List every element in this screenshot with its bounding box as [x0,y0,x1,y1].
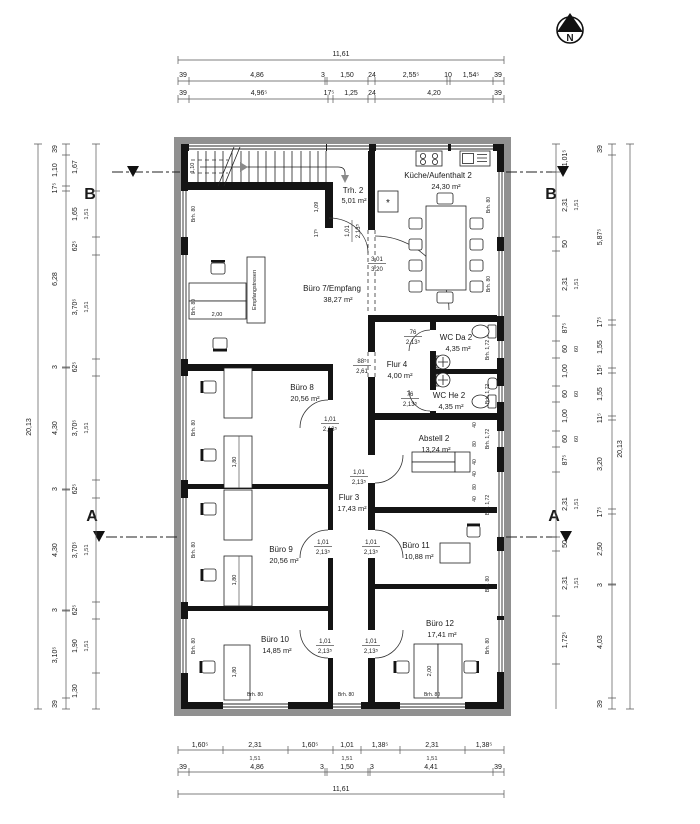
dim-sublabel: 60 [574,390,580,398]
room-area-flur3: 17,43 m² [337,504,367,513]
sill-label: Brh. 1,72 [485,494,491,516]
sill-label: Brh. 80 [485,637,491,655]
dim-label: 62⁵ [72,483,79,495]
section-label-b: B [84,186,96,203]
dim-label: 24 [368,90,376,97]
trh2-wall-dim2: 17⁵ [314,228,320,238]
desk-dim: 1,80 [232,456,238,468]
svg-text:2,13⁵: 2,13⁵ [315,550,331,556]
dim-label: 4,86 [250,72,264,79]
dim-label: 1,54⁵ [462,72,480,79]
svg-text:88⁵: 88⁵ [357,359,367,365]
svg-text:1,01: 1,01 [365,540,377,546]
dim-label: 39 [52,145,59,153]
room-name-wc-da2: WC Da 2 [439,333,473,342]
svg-text:1,01: 1,01 [319,639,331,645]
sill-label: Brh. 80 [191,419,197,437]
room-area-buero10: 14,85 m² [262,646,292,655]
shelf-dim: 80 [472,484,478,490]
dim-sublabel: 1,51 [574,278,580,290]
dim-label: 3 [52,608,59,612]
desk [440,543,470,563]
svg-text:1,01: 1,01 [345,225,351,237]
dim-label: 1,90 [72,639,79,653]
section-label-a: A [86,508,98,525]
stove-icon [416,151,442,166]
svg-text:1,01: 1,01 [324,417,336,423]
dim-label: 17⁵ [323,90,335,97]
room-name-abstell2: Abstell 2 [418,434,450,443]
dim-label: 1,01 [340,742,354,749]
section-label-b: B [545,186,557,203]
room-area-abstell2: 13,24 m² [421,445,451,454]
room-area-wc-da2: 4,35 m² [445,344,471,353]
dim-sublabel: 1,51 [249,756,261,762]
shelf-dim: 80 [472,441,478,447]
dim-label: 6,28 [52,272,59,286]
dim-label: 60 [562,345,569,353]
room-name-buero11: Büro 11 [402,541,430,550]
room-name-buero10: Büro 10 [260,635,290,644]
dim-label: 39 [179,72,187,79]
dim-sublabel: 1,51 [574,498,580,510]
dim-sublabel: 1,51 [84,422,90,434]
room-name-wc-he2: WC He 2 [432,391,466,400]
room-area-buero9: 20,56 m² [269,556,299,565]
chair [202,661,215,673]
desk-dim: 1,80 [232,666,238,678]
dim-label: 2,31 [248,742,262,749]
dim-label: 1,60⁵ [191,742,209,749]
dim-label: 1,01⁵ [562,149,569,167]
dim-label: 3 [321,72,325,79]
dim-label: 1,00 [562,409,569,423]
chair [203,569,216,581]
dining-table [426,206,466,290]
room-area-kueche: 24,30 m² [431,182,461,191]
sill-label: Brh. 80 [337,692,355,698]
dim-label: 4,20 [427,90,441,97]
chair-back [211,260,225,263]
svg-text:2,13⁵: 2,13⁵ [402,402,418,408]
dim-label: 11,61 [332,51,350,58]
chair [211,263,225,274]
svg-text:2,13⁵: 2,13⁵ [322,427,338,433]
dim-label: 4,03 [597,635,604,649]
room-name-buero12: Büro 12 [425,619,455,628]
dim-label: 3 [320,764,324,771]
desk [438,644,462,698]
svg-text:2,13⁵: 2,13⁵ [356,223,362,239]
room-area-buero11: 10,88 m² [404,552,434,561]
dim-label: 3 [370,764,374,771]
shelf-dim: 40 [472,459,478,465]
dim-label: 62⁵ [72,240,79,252]
dim-label: 1,67 [72,160,79,174]
dim-label: 62⁵ [72,604,79,616]
room-name-buero8: Büro 8 [290,383,314,392]
room-area-buero12: 17,41 m² [427,630,457,639]
dim-sublabel: 1,51 [341,756,353,762]
sill-label: Brh. 80 [486,196,492,214]
dim-sublabel: 1,51 [426,756,438,762]
dim-sublabel: 1,51 [84,544,90,556]
chair-back [200,661,203,673]
section-label-a: A [548,508,560,525]
dim-label: 2,50 [597,542,604,556]
dim-sublabel: 1,51 [574,199,580,211]
chair-back [477,661,480,673]
dim-label: 15⁵ [597,364,604,376]
dim-label: 11⁵ [597,412,604,424]
sill-label: Brh. 80 [246,692,264,698]
north-arrow-icon [557,13,583,44]
dim-sublabel: 1,51 [84,640,90,652]
desk [224,368,252,418]
dim-label: 3 [52,487,59,491]
chair-back [201,381,204,393]
dim-label: 1,10 [52,163,59,177]
chair [203,381,216,393]
room-area-buero7: 38,27 m² [323,295,353,304]
room-name-flur3: Flur 3 [338,493,360,502]
sill-label: Brh. 80 [191,541,197,559]
chair-back [467,524,480,527]
shaft-symbol: * [386,198,390,209]
shelf-dim: 40 [472,422,478,428]
shelf-dim: 40 [472,471,478,477]
stair-width-dim: 1,10 [190,162,196,174]
dim-label: 1,60⁵ [301,742,319,749]
dim-label: 3,70⁵ [72,419,79,437]
chair [396,661,409,673]
chair [203,503,216,515]
desk [224,556,252,606]
dim-label: 39 [179,764,187,771]
toilet-bowl-icon [472,325,489,338]
chair [437,292,453,303]
dim-label: 4,96⁵ [250,90,268,97]
dim-sublabel: 1,51 [84,301,90,313]
dim-label: 3,20 [597,457,604,471]
dim-sublabel: 1,51 [84,208,90,220]
dim-label: 3,70⁵ [72,541,79,559]
sill-label: Brh. 80 [191,637,197,655]
dims-top [178,51,504,103]
chair-back [394,661,397,673]
chair-back [201,449,204,461]
svg-text:76: 76 [409,330,417,336]
sill-label: Brh. 1,72 [485,428,491,450]
sill-label: Brh. 80 [423,692,441,698]
counter-label: Empfangstresen [252,269,258,311]
dim-label: 62⁵ [72,361,79,373]
room-area-trh2: 5,01 m² [341,196,367,205]
svg-text:2,13⁵: 2,13⁵ [363,550,379,556]
dims-bottom [178,742,504,798]
dim-label: 39 [494,72,502,79]
dim-label: 1,38⁵ [371,742,389,749]
dim-label: 17⁵ [597,506,604,518]
dim-label: 4,30 [52,543,59,557]
chair-back [201,503,204,515]
chair [437,193,453,204]
dim-label: 17⁵ [597,316,604,328]
dim-label: 39 [597,700,604,708]
dim-chain [178,56,504,103]
dim-chain [34,144,100,709]
dim-label: 2,31 [562,277,569,291]
svg-text:3,20: 3,20 [371,267,383,273]
sill-label: Brh. 1,72 [485,339,491,361]
sill-label: Brh. 80 [191,205,197,223]
dim-label: 60 [562,435,569,443]
desk [414,644,441,698]
chair-back [213,349,227,352]
dim-sublabel: 60 [574,345,580,353]
dim-label: 2,31 [425,742,439,749]
room-name-trh2: Trh. 2 [342,186,364,195]
dim-label: 11,61 [332,786,350,793]
svg-text:1,01: 1,01 [353,470,365,476]
room-area-buero8: 20,56 m² [290,394,320,403]
svg-text:1,01: 1,01 [317,540,329,546]
dim-label: 2,31 [562,497,569,511]
desk [224,490,252,540]
dims-left [26,144,100,709]
svg-text:2,13⁵: 2,13⁵ [351,480,367,486]
dim-label: 2,31 [562,198,569,212]
dim-label: 4,41 [424,764,438,771]
dim-label: 3 [52,365,59,369]
chair [467,526,480,537]
chair [464,661,477,673]
dims-right [552,144,634,709]
dim-label: 3,70⁵ [72,298,79,316]
dim-label: 1,55 [597,340,604,354]
dim-label: 1,65 [72,207,79,221]
north-label: N [566,33,574,44]
room-area-flur4: 4,00 m² [387,371,413,380]
dim-label: 20,13 [617,440,624,458]
dim-label: 10 [444,72,452,79]
room-name-flur4: Flur 4 [386,360,408,369]
sill-label: Brh. 80 [191,298,197,316]
svg-text:1,01: 1,01 [365,639,377,645]
trh2-wall-dim: 1,09 [314,201,320,213]
dim-label: 39 [52,700,59,708]
dim-label: 39 [494,764,502,771]
svg-text:2,13⁵: 2,13⁵ [405,340,421,346]
dim-label: 3,10⁵ [52,646,59,664]
svg-text:2,61: 2,61 [356,369,368,375]
dim-label: 3 [597,583,604,587]
dim-label: 1,00 [562,364,569,378]
desk [224,436,252,488]
dim-label: 1,38⁵ [475,742,493,749]
dim-label: 39 [494,90,502,97]
svg-text:3,01: 3,01 [371,257,383,263]
desk-dim: 2,00 [211,312,223,318]
dim-label: 4,86 [250,764,264,771]
dim-chain [552,144,634,709]
dim-label: 1,25 [344,90,358,97]
desk-dim: 1,80 [232,574,238,586]
dim-label: 1,50 [340,764,354,771]
room-area-wc-he2: 4,35 m² [438,402,464,411]
dim-label: 24 [368,72,376,79]
dim-label: 2,31 [562,576,569,590]
svg-text:76: 76 [406,392,414,398]
dim-label: 1,50 [340,72,354,79]
dim-label: 39 [597,145,604,153]
dim-label: 5,87⁵ [597,228,604,246]
dim-label: 4,30 [52,421,59,435]
dim-label: 50 [562,540,569,548]
dim-label: 2,55⁵ [402,72,420,79]
dim-sublabel: 60 [574,435,580,443]
svg-text:2,13⁵: 2,13⁵ [363,649,379,655]
dim-label: 1,55 [597,387,604,401]
sill-label: Brh. 1,72 [485,383,491,405]
sill-label: Brh. 80 [485,575,491,593]
chair [203,449,216,461]
chair-back [201,569,204,581]
dim-label: 17⁵ [52,182,59,194]
svg-text:2,13⁵: 2,13⁵ [317,649,333,655]
room-name-buero9: Büro 9 [269,545,293,554]
desk [189,283,246,301]
dim-label: 50 [562,240,569,248]
room-name-kueche: Küche/Aufenthalt 2 [404,171,472,180]
dim-label: 1,72⁵ [562,631,569,649]
dim-label: 87⁵ [562,454,569,466]
sill-label: Brh. 80 [486,275,492,293]
room-name-buero7: Büro 7/Empfang [303,284,361,293]
desk-dim: 2,00 [427,665,433,677]
dim-label: 20,13 [26,418,33,436]
dim-label: 39 [179,90,187,97]
dim-label: 87⁵ [562,322,569,334]
chair [213,338,227,349]
storage-shelving [412,452,470,472]
dim-label: 1,30 [72,684,79,698]
dim-sublabel: 1,51 [574,577,580,589]
dim-label: 60 [562,390,569,398]
shelf-dim: 40 [472,496,478,502]
